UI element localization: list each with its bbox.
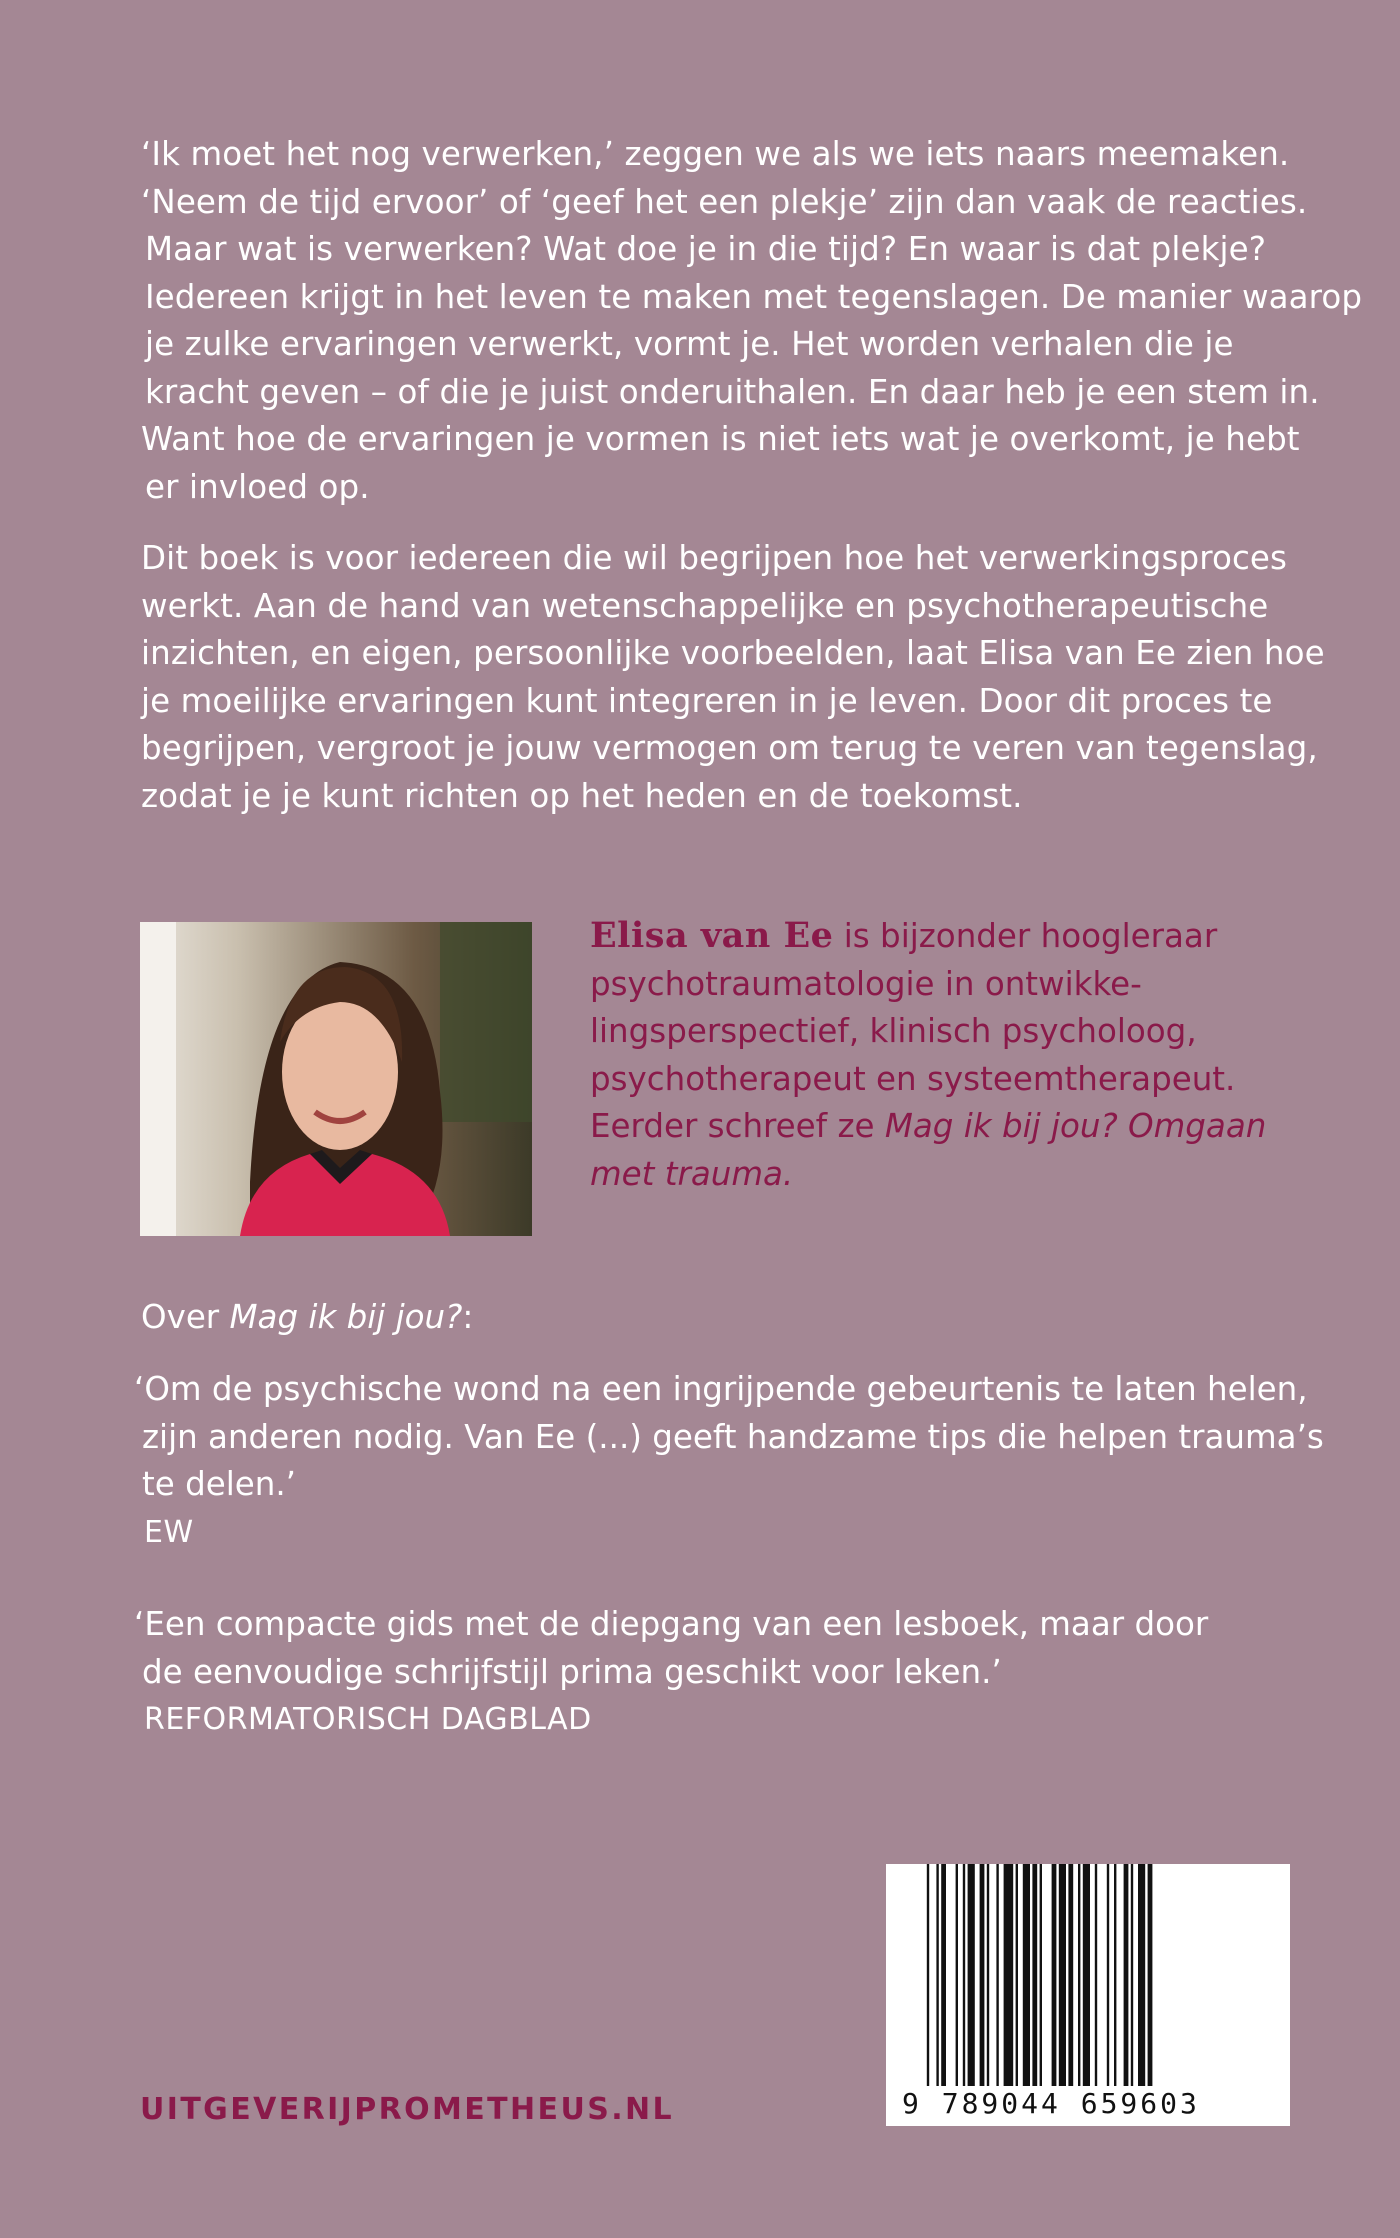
review-quote: [134, 1601, 1208, 1744]
barcode-bar: [1148, 1864, 1153, 2086]
barcode-bar: [1083, 1864, 1090, 2086]
author-photo: [140, 922, 532, 1236]
barcode-bar: [1131, 1864, 1133, 2086]
previous-book-title: met trauma.: [590, 1154, 794, 1193]
barcode-bar: [1068, 1864, 1073, 2086]
author-bio-line: psychotraumatologie in ontwikke-: [590, 964, 1142, 1003]
quote-source: REFORMATORISCH DAGBLAD: [144, 1702, 592, 1737]
reviews-heading-prefix: Over: [141, 1298, 230, 1336]
barcode-bar: [1032, 1864, 1037, 2086]
intro-line: je zulke ervaringen verwerkt, vormt je. Het worden verhalen die je: [145, 325, 1234, 363]
author-bio-line: [590, 912, 1290, 961]
reviews-heading-suffix: :: [462, 1298, 474, 1336]
barcode-bar: [927, 1864, 929, 2086]
description-line: zodat je je kunt richten op het heden en de toekomst.: [141, 776, 1023, 815]
barcode-bar: [1016, 1864, 1018, 2086]
barcode-bar: [936, 1864, 938, 2086]
review-quote: [134, 1366, 1324, 1556]
barcode-bar: [1107, 1864, 1109, 2086]
author-bio-text: Eerder schreef ze: [590, 1107, 885, 1145]
author-bio-line: lingsperspectief, klinisch psycholoog,: [590, 1012, 1197, 1050]
barcode-bar: [1114, 1864, 1116, 2086]
isbn-barcode: [886, 1864, 1290, 2126]
quote-line: te delen.’: [142, 1465, 296, 1503]
barcode-bars: [886, 1864, 1290, 2086]
barcode-bar: [1138, 1864, 1145, 2086]
barcode-bar: [1004, 1864, 1014, 2086]
barcode-bar: [1023, 1864, 1030, 2086]
barcode-bar: [1095, 1864, 1097, 2086]
intro-line: ‘Ik moet het nog verwerken,’ zeggen we als we iets naars meemaken.: [141, 135, 1290, 173]
quote-line: ‘Een compacte gids met de diepgang van een lesboek, maar door: [134, 1605, 1209, 1643]
barcode-bar: [941, 1864, 946, 2086]
description-paragraph: [141, 535, 1325, 820]
barcode-bar: [1059, 1864, 1066, 2086]
barcode-bar: [1078, 1864, 1080, 2086]
barcode-bar: [1124, 1864, 1129, 2086]
isbn-number: 9 789044 659603: [902, 2087, 1200, 2120]
intro-line: Maar wat is verwerken? Wat doe je in die tijd? En waar is dat plekje?: [145, 230, 1267, 268]
publisher-url[interactable]: UITGEVERIJPROMETHEUS.NL: [140, 2092, 675, 2127]
barcode-bar: [980, 1864, 985, 2086]
barcode-bar: [996, 1864, 998, 2086]
quote-source: EW: [144, 1514, 194, 1550]
description-line: begrijpen, vergroot je jouw vermogen om terug te veren van tegenslag,: [141, 729, 1318, 767]
description-line: Dit boek is voor iedereen die wil begrijpen hoe het verwerkingsproces: [141, 539, 1288, 577]
quote-line: de eenvoudige schrijfstijl prima geschikt voor leken.’: [142, 1652, 1002, 1691]
description-line: je moeilijke ervaringen kunt integreren in je leven. Door dit proces te: [141, 681, 1273, 720]
intro-line: Iedereen krijgt in het leven te maken met tegenslagen. De manier waarop: [145, 277, 1363, 316]
intro-line: ‘Neem de tijd ervoor’ of ‘geef het een plekje’ zijn dan vaak de reacties.: [141, 182, 1308, 221]
intro-paragraph: [141, 131, 1363, 511]
intro-line: kracht geven – of die je juist onderuithalen. En daar heb je een stem in.: [145, 372, 1320, 411]
description-line: inzichten, en eigen, persoonlijke voorbeelden, laat Elisa van Ee zien hoe: [141, 634, 1325, 672]
barcode-bar: [1040, 1864, 1042, 2086]
previous-book-title: Mag ik bij jou? Omgaan: [884, 1107, 1267, 1145]
author-bio-line: psychotherapeut en systeemtherapeut.: [590, 1059, 1236, 1098]
description-line: werkt. Aan de hand van wetenschappelijke en psychotherapeutische: [141, 586, 1269, 625]
quote-line: zijn anderen nodig. Van Ee (...) geeft handzame tips die helpen trauma’s: [142, 1417, 1324, 1456]
author-name: Elisa van Ee: [590, 915, 834, 956]
quote-line: ‘Om de psychische wond na een ingrijpende gebeurtenis te laten helen,: [134, 1370, 1308, 1408]
barcode-bar: [987, 1864, 989, 2086]
author-bio: [590, 912, 1290, 1198]
reviews-heading: [141, 1294, 473, 1342]
barcode-bar: [1052, 1864, 1057, 2086]
barcode-bar: [968, 1864, 975, 2086]
barcode-bar: [956, 1864, 958, 2086]
barcode-bar: [963, 1864, 965, 2086]
reviewed-book-title: Mag ik bij jou?: [229, 1298, 463, 1336]
intro-line: Want hoe de ervaringen je vormen is niet iets wat je overkomt, je hebt: [141, 420, 1300, 458]
author-bio-line: [590, 1103, 1290, 1151]
author-bio-text: is bijzonder hoogleraar: [833, 917, 1218, 955]
intro-line: er invloed op.: [145, 467, 370, 506]
